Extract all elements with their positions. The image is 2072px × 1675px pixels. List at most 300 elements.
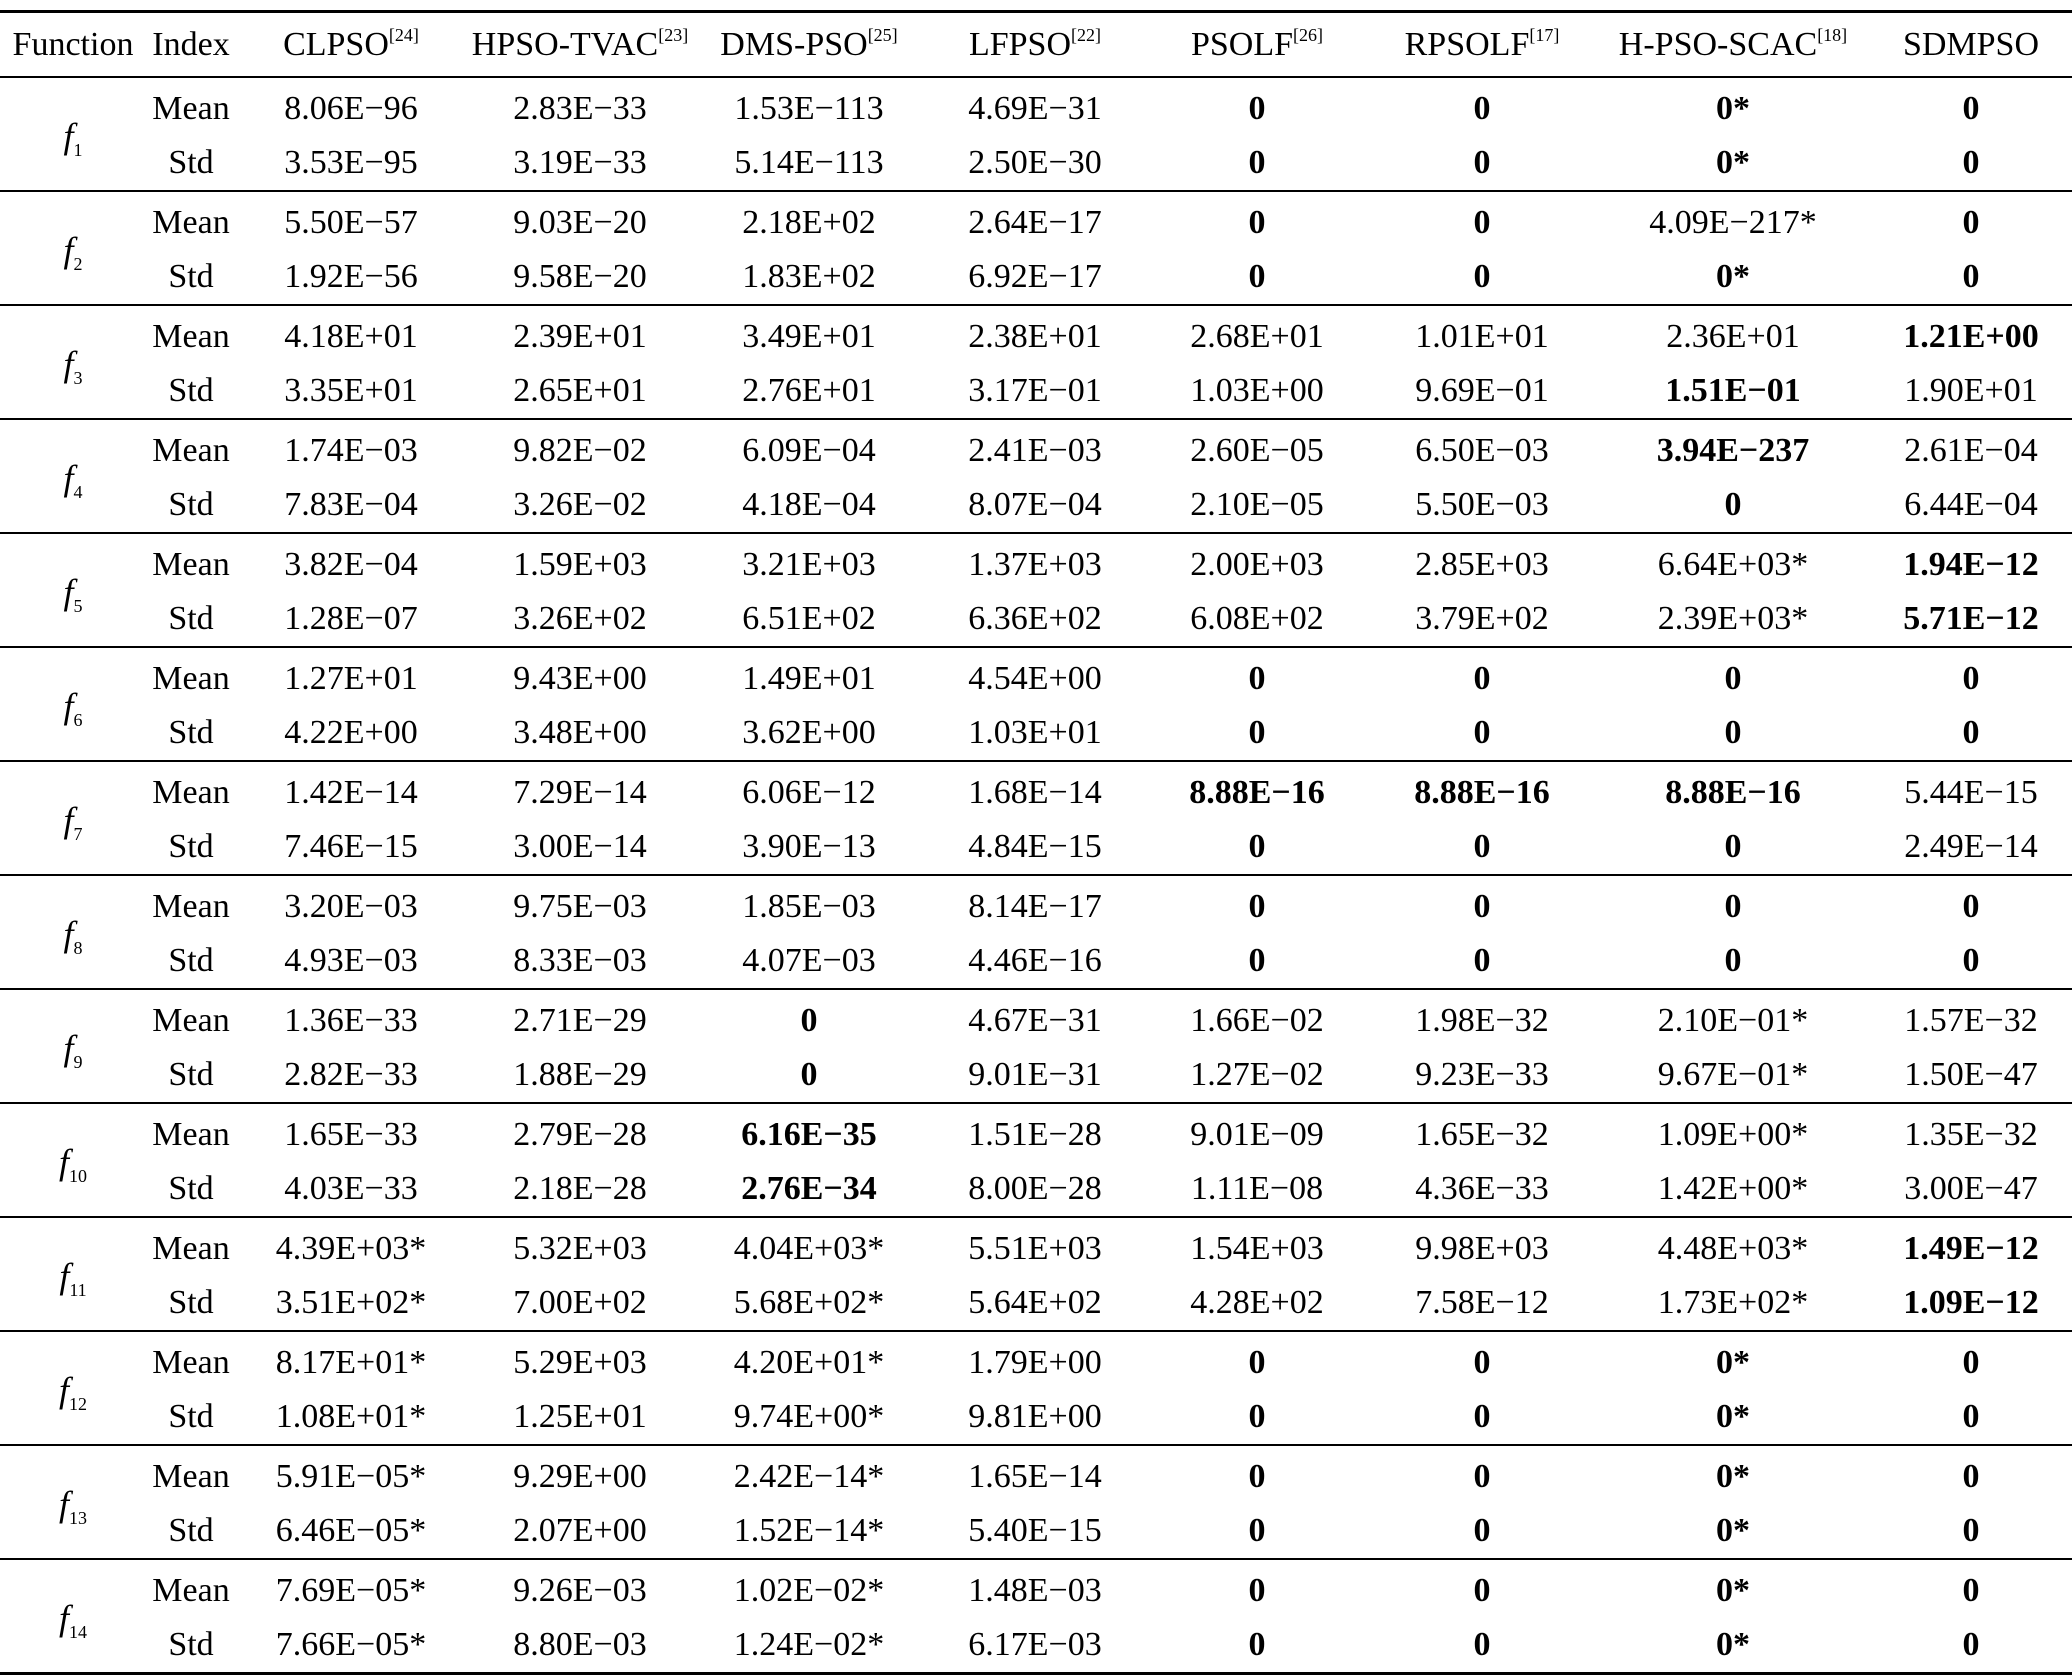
index-cell: Std <box>168 1284 214 1321</box>
column-header <box>924 12 1146 78</box>
value-cell: 0* <box>1716 90 1750 127</box>
value-cell: 8.88E−16 <box>1414 774 1550 811</box>
column-header-label: Function <box>12 25 134 63</box>
value-cell: 0 <box>1248 1344 1266 1381</box>
column-header-label: H-PSO-SCAC <box>1618 25 1818 63</box>
column-header <box>146 12 236 78</box>
value-cell: 0 <box>1473 1458 1491 1495</box>
table-row <box>0 1103 2072 1162</box>
value-cell: 1.94E−12 <box>1903 546 2039 583</box>
column-header-label: PSOLF <box>1190 25 1294 63</box>
value-cell: 0 <box>1473 1572 1491 1609</box>
value-cell: 0 <box>1473 714 1491 751</box>
value-cell: 2.00E+03 <box>1190 546 1324 583</box>
table-row <box>0 1390 2072 1445</box>
function-subscript: 1 <box>73 140 83 160</box>
index-cell: Std <box>168 714 214 751</box>
value-cell: 0* <box>1716 144 1750 181</box>
column-header <box>466 12 694 78</box>
value-cell: 0* <box>1716 1626 1750 1663</box>
value-cell: 1.49E−12 <box>1903 1230 2039 1267</box>
value-cell: 0 <box>1248 1572 1266 1609</box>
value-cell: 1.68E−14 <box>968 774 1102 811</box>
function-cell <box>0 761 146 875</box>
table-row <box>0 989 2072 1048</box>
value-cell: 8.06E−96 <box>284 90 418 127</box>
value-cell: 8.07E−04 <box>968 486 1102 523</box>
index-cell: Mean <box>152 888 230 925</box>
table-header <box>0 12 2072 78</box>
value-cell: 2.18E+02 <box>742 204 876 241</box>
citation-ref: [26] <box>1293 24 1324 45</box>
value-cell: 0 <box>1962 1458 1980 1495</box>
value-cell: 1.65E−14 <box>968 1458 1102 1495</box>
value-cell: 9.01E−09 <box>1190 1116 1324 1153</box>
value-cell: 6.16E−35 <box>741 1116 877 1153</box>
value-cell: 4.28E+02 <box>1190 1284 1324 1321</box>
value-cell: 9.82E−02 <box>513 432 647 469</box>
value-cell: 6.06E−12 <box>742 774 876 811</box>
value-cell: 1.28E−07 <box>284 600 418 637</box>
value-cell: 3.94E−237 <box>1656 432 1810 469</box>
table-row <box>0 364 2072 419</box>
index-cell: Mean <box>152 90 230 127</box>
value-cell: 7.66E−05* <box>275 1626 427 1663</box>
header-row <box>0 12 2072 78</box>
value-cell: 1.79E+00 <box>968 1344 1102 1381</box>
value-cell: 0 <box>1473 888 1491 925</box>
value-cell: 0 <box>1473 1398 1491 1435</box>
function-symbol: f <box>63 344 74 384</box>
value-cell: 4.18E+01 <box>284 318 418 355</box>
function-symbol: f <box>63 686 74 726</box>
function-subscript: 8 <box>73 938 83 958</box>
value-cell: 0 <box>1473 1512 1491 1549</box>
value-cell: 0 <box>1248 1458 1266 1495</box>
value-cell: 2.10E−05 <box>1190 486 1324 523</box>
results-table <box>0 10 2072 1675</box>
function-symbol: f <box>63 800 74 840</box>
value-cell: 1.48E−03 <box>968 1572 1102 1609</box>
value-cell: 3.82E−04 <box>284 546 418 583</box>
value-cell: 1.03E+00 <box>1190 372 1324 409</box>
value-cell: 3.51E+02* <box>275 1284 427 1321</box>
value-cell: 2.85E+03 <box>1415 546 1549 583</box>
value-cell: 5.40E−15 <box>968 1512 1102 1549</box>
index-cell: Std <box>168 828 214 865</box>
value-cell: 1.54E+03 <box>1190 1230 1324 1267</box>
value-cell: 0 <box>1248 90 1266 127</box>
value-cell: 1.08E+01* <box>275 1398 427 1435</box>
value-cell: 8.88E−16 <box>1665 774 1801 811</box>
value-cell: 9.69E−01 <box>1415 372 1549 409</box>
value-cell: 0 <box>1962 144 1980 181</box>
value-cell: 5.44E−15 <box>1904 774 2038 811</box>
citation-ref: [24] <box>388 24 419 45</box>
value-cell: 1.88E−29 <box>513 1056 647 1093</box>
index-cell: Mean <box>152 1572 230 1609</box>
value-cell: 8.33E−03 <box>513 942 647 979</box>
value-cell: 1.27E+01 <box>284 660 418 697</box>
value-cell: 7.58E−12 <box>1415 1284 1549 1321</box>
value-cell: 3.79E+02 <box>1415 600 1549 637</box>
column-header <box>1146 12 1368 78</box>
function-symbol: f <box>63 116 74 156</box>
function-cell <box>0 305 146 419</box>
value-cell: 4.07E−03 <box>742 942 876 979</box>
value-cell: 1.66E−02 <box>1190 1002 1324 1039</box>
value-cell: 9.23E−33 <box>1415 1056 1549 1093</box>
value-cell: 9.29E+00 <box>513 1458 647 1495</box>
citation-ref: [22] <box>1071 24 1102 45</box>
table-row <box>0 250 2072 305</box>
value-cell: 0* <box>1716 258 1750 295</box>
value-cell: 2.76E−34 <box>741 1170 877 1207</box>
index-cell: Mean <box>152 660 230 697</box>
column-header-label: DMS-PSO <box>720 25 868 63</box>
value-cell: 1.50E−47 <box>1904 1056 2038 1093</box>
column-header <box>1596 12 1870 78</box>
function-subscript: 4 <box>73 482 83 502</box>
function-symbol: f <box>63 1028 74 1068</box>
value-cell: 3.53E−95 <box>284 144 418 181</box>
value-cell: 9.58E−20 <box>513 258 647 295</box>
citation-ref: [18] <box>1817 24 1848 45</box>
function-cell <box>0 875 146 989</box>
value-cell: 2.61E−04 <box>1904 432 2038 469</box>
value-cell: 0 <box>1473 204 1491 241</box>
value-cell: 2.71E−29 <box>513 1002 647 1039</box>
value-cell: 3.35E+01 <box>284 372 418 409</box>
value-cell: 7.00E+02 <box>513 1284 647 1321</box>
value-cell: 0 <box>1248 828 1266 865</box>
value-cell: 2.36E+01 <box>1666 318 1800 355</box>
function-subscript: 5 <box>73 596 83 616</box>
value-cell: 4.20E+01* <box>733 1344 885 1381</box>
value-cell: 2.68E+01 <box>1190 318 1324 355</box>
value-cell: 8.14E−17 <box>968 888 1102 925</box>
value-cell: 2.82E−33 <box>284 1056 418 1093</box>
value-cell: 1.59E+03 <box>513 546 647 583</box>
function-cell <box>0 419 146 533</box>
value-cell: 7.69E−05* <box>275 1572 427 1609</box>
index-cell: Mean <box>152 1002 230 1039</box>
function-subscript: 6 <box>73 710 83 730</box>
function-symbol: f <box>63 458 74 498</box>
value-cell: 0 <box>1248 258 1266 295</box>
value-cell: 0 <box>1962 258 1980 295</box>
table-row <box>0 1618 2072 1674</box>
value-cell: 3.62E+00 <box>742 714 876 751</box>
value-cell: 1.85E−03 <box>742 888 876 925</box>
table-body <box>0 77 2072 1674</box>
function-symbol: f <box>63 572 74 612</box>
index-cell: Mean <box>152 546 230 583</box>
value-cell: 1.51E−01 <box>1665 372 1801 409</box>
function-cell <box>0 1445 146 1559</box>
value-cell: 6.36E+02 <box>968 600 1102 637</box>
table-row <box>0 875 2072 934</box>
value-cell: 0 <box>1724 714 1742 751</box>
index-cell: Mean <box>152 1116 230 1153</box>
function-subscript: 11 <box>69 1280 87 1300</box>
value-cell: 0 <box>1248 1398 1266 1435</box>
value-cell: 3.26E+02 <box>513 600 647 637</box>
value-cell: 7.83E−04 <box>284 486 418 523</box>
value-cell: 3.21E+03 <box>742 546 876 583</box>
function-symbol: f <box>63 914 74 954</box>
value-cell: 6.50E−03 <box>1415 432 1549 469</box>
value-cell: 0 <box>1248 942 1266 979</box>
value-cell: 0* <box>1716 1458 1750 1495</box>
value-cell: 3.19E−33 <box>513 144 647 181</box>
column-header-label: Index <box>152 25 230 63</box>
value-cell: 0 <box>1724 942 1742 979</box>
index-cell: Mean <box>152 204 230 241</box>
table-row <box>0 419 2072 478</box>
value-cell: 4.39E+03* <box>275 1230 427 1267</box>
value-cell: 3.17E−01 <box>968 372 1102 409</box>
value-cell: 0 <box>800 1002 818 1039</box>
table-row <box>0 1445 2072 1504</box>
table-row <box>0 1559 2072 1618</box>
citation-ref: [25] <box>867 24 898 45</box>
index-cell: Std <box>168 1398 214 1435</box>
value-cell: 2.39E+03* <box>1657 600 1809 637</box>
value-cell: 1.11E−08 <box>1190 1170 1324 1207</box>
value-cell: 6.17E−03 <box>968 1626 1102 1663</box>
value-cell: 1.51E−28 <box>968 1116 1102 1153</box>
table-row <box>0 1162 2072 1217</box>
value-cell: 3.26E−02 <box>513 486 647 523</box>
value-cell: 0 <box>1248 660 1266 697</box>
table-row <box>0 706 2072 761</box>
value-cell: 1.53E−113 <box>734 90 884 127</box>
value-cell: 0 <box>1962 888 1980 925</box>
index-cell: Mean <box>152 1458 230 1495</box>
value-cell: 9.75E−03 <box>513 888 647 925</box>
value-cell: 0* <box>1716 1398 1750 1435</box>
value-cell: 8.88E−16 <box>1189 774 1325 811</box>
value-cell: 0 <box>1248 1512 1266 1549</box>
value-cell: 0* <box>1716 1344 1750 1381</box>
value-cell: 2.50E−30 <box>968 144 1102 181</box>
value-cell: 0 <box>1724 888 1742 925</box>
value-cell: 6.92E−17 <box>968 258 1102 295</box>
value-cell: 5.71E−12 <box>1903 600 2039 637</box>
value-cell: 2.64E−17 <box>968 204 1102 241</box>
value-cell: 2.38E+01 <box>968 318 1102 355</box>
value-cell: 2.65E+01 <box>513 372 647 409</box>
value-cell: 1.02E−02* <box>733 1572 885 1609</box>
value-cell: 0 <box>1962 90 1980 127</box>
index-cell: Mean <box>152 318 230 355</box>
value-cell: 2.49E−14 <box>1904 828 2038 865</box>
function-cell <box>0 1559 146 1674</box>
value-cell: 5.50E−57 <box>284 204 418 241</box>
value-cell: 4.93E−03 <box>284 942 418 979</box>
value-cell: 5.51E+03 <box>968 1230 1102 1267</box>
value-cell: 3.00E−14 <box>513 828 647 865</box>
value-cell: 3.49E+01 <box>742 318 876 355</box>
value-cell: 6.51E+02 <box>742 600 876 637</box>
results-table-container <box>0 10 2072 1675</box>
value-cell: 9.67E−01* <box>1657 1056 1809 1093</box>
function-symbol: f <box>58 1370 69 1410</box>
value-cell: 8.00E−28 <box>968 1170 1102 1207</box>
table-row <box>0 592 2072 647</box>
index-cell: Mean <box>152 1230 230 1267</box>
value-cell: 3.20E−03 <box>284 888 418 925</box>
value-cell: 0 <box>1962 942 1980 979</box>
value-cell: 9.74E+00* <box>733 1398 885 1435</box>
value-cell: 6.08E+02 <box>1190 600 1324 637</box>
table-row <box>0 1504 2072 1559</box>
value-cell: 9.03E−20 <box>513 204 647 241</box>
value-cell: 4.46E−16 <box>968 942 1102 979</box>
value-cell: 1.73E+02* <box>1657 1284 1809 1321</box>
value-cell: 1.09E−12 <box>1903 1284 2039 1321</box>
value-cell: 4.04E+03* <box>733 1230 885 1267</box>
function-subscript: 12 <box>69 1394 87 1414</box>
table-row <box>0 77 2072 136</box>
table-row <box>0 761 2072 820</box>
index-cell: Std <box>168 600 214 637</box>
table-row <box>0 1276 2072 1331</box>
value-cell: 0 <box>1248 144 1266 181</box>
value-cell: 9.26E−03 <box>513 1572 647 1609</box>
value-cell: 1.92E−56 <box>284 258 418 295</box>
function-subscript: 3 <box>73 368 83 388</box>
index-cell: Std <box>168 372 214 409</box>
value-cell: 2.83E−33 <box>513 90 647 127</box>
value-cell: 0 <box>1724 660 1742 697</box>
index-cell: Std <box>168 942 214 979</box>
function-symbol: f <box>59 1256 70 1296</box>
value-cell: 6.46E−05* <box>275 1512 427 1549</box>
value-cell: 0 <box>1248 888 1266 925</box>
value-cell: 1.01E+01 <box>1415 318 1549 355</box>
function-subscript: 9 <box>73 1052 83 1072</box>
column-header <box>694 12 924 78</box>
value-cell: 0 <box>1473 1344 1491 1381</box>
table-row <box>0 647 2072 706</box>
column-header <box>1368 12 1596 78</box>
value-cell: 2.18E−28 <box>513 1170 647 1207</box>
value-cell: 1.74E−03 <box>284 432 418 469</box>
function-subscript: 14 <box>69 1622 87 1642</box>
function-cell <box>0 989 146 1103</box>
value-cell: 1.24E−02* <box>733 1626 885 1663</box>
table-row <box>0 305 2072 364</box>
value-cell: 1.42E+00* <box>1657 1170 1809 1207</box>
value-cell: 1.37E+03 <box>968 546 1102 583</box>
value-cell: 4.48E+03* <box>1657 1230 1809 1267</box>
index-cell: Std <box>168 486 214 523</box>
index-cell: Std <box>168 1056 214 1093</box>
function-cell <box>0 1103 146 1217</box>
function-cell <box>0 647 146 761</box>
value-cell: 3.00E−47 <box>1904 1170 2038 1207</box>
value-cell: 2.60E−05 <box>1190 432 1324 469</box>
value-cell: 2.76E+01 <box>742 372 876 409</box>
value-cell: 2.07E+00 <box>513 1512 647 1549</box>
function-subscript: 2 <box>73 254 83 274</box>
value-cell: 0 <box>1473 258 1491 295</box>
table-row <box>0 1331 2072 1390</box>
value-cell: 0 <box>1473 1626 1491 1663</box>
value-cell: 8.17E+01* <box>275 1344 427 1381</box>
value-cell: 2.39E+01 <box>513 318 647 355</box>
index-cell: Std <box>168 144 214 181</box>
value-cell: 5.68E+02* <box>733 1284 885 1321</box>
value-cell: 1.27E−02 <box>1190 1056 1324 1093</box>
value-cell: 5.14E−113 <box>734 144 884 181</box>
value-cell: 5.64E+02 <box>968 1284 1102 1321</box>
value-cell: 0 <box>1962 660 1980 697</box>
value-cell: 2.42E−14* <box>733 1458 885 1495</box>
value-cell: 0 <box>1473 828 1491 865</box>
function-symbol: f <box>63 230 74 270</box>
citation-ref: [17] <box>1529 24 1560 45</box>
value-cell: 4.09E−217* <box>1649 204 1817 241</box>
index-cell: Std <box>168 1170 214 1207</box>
column-header-label: LFPSO <box>968 25 1072 63</box>
value-cell: 0 <box>1473 942 1491 979</box>
function-cell <box>0 1217 146 1331</box>
value-cell: 0 <box>800 1056 818 1093</box>
value-cell: 4.36E−33 <box>1415 1170 1549 1207</box>
value-cell: 5.29E+03 <box>513 1344 647 1381</box>
value-cell: 1.21E+00 <box>1903 318 2039 355</box>
value-cell: 3.48E+00 <box>513 714 647 751</box>
function-cell <box>0 77 146 191</box>
value-cell: 0 <box>1724 486 1742 523</box>
value-cell: 0* <box>1716 1512 1750 1549</box>
function-cell <box>0 191 146 305</box>
citation-ref: [23] <box>658 24 689 45</box>
value-cell: 4.22E+00 <box>284 714 418 751</box>
table-row <box>0 1048 2072 1103</box>
value-cell: 5.50E−03 <box>1415 486 1549 523</box>
column-header-label: SDMPSO <box>1902 25 2040 63</box>
value-cell: 4.69E−31 <box>968 90 1102 127</box>
value-cell: 0* <box>1716 1572 1750 1609</box>
value-cell: 0 <box>1724 828 1742 865</box>
value-cell: 0 <box>1962 1398 1980 1435</box>
value-cell: 0 <box>1962 1626 1980 1663</box>
value-cell: 6.64E+03* <box>1657 546 1809 583</box>
index-cell: Mean <box>152 1344 230 1381</box>
value-cell: 1.65E−33 <box>284 1116 418 1153</box>
value-cell: 0 <box>1473 144 1491 181</box>
value-cell: 1.57E−32 <box>1904 1002 2038 1039</box>
value-cell: 2.79E−28 <box>513 1116 647 1153</box>
value-cell: 1.49E+01 <box>742 660 876 697</box>
value-cell: 4.03E−33 <box>284 1170 418 1207</box>
table-row <box>0 934 2072 989</box>
function-subscript: 7 <box>73 824 83 844</box>
value-cell: 1.35E−32 <box>1904 1116 2038 1153</box>
value-cell: 1.90E+01 <box>1904 372 2038 409</box>
column-header <box>236 12 466 78</box>
function-subscript: 13 <box>69 1508 87 1528</box>
index-cell: Mean <box>152 432 230 469</box>
value-cell: 7.29E−14 <box>513 774 647 811</box>
value-cell: 1.98E−32 <box>1415 1002 1549 1039</box>
function-symbol: f <box>58 1484 69 1524</box>
value-cell: 1.83E+02 <box>742 258 876 295</box>
